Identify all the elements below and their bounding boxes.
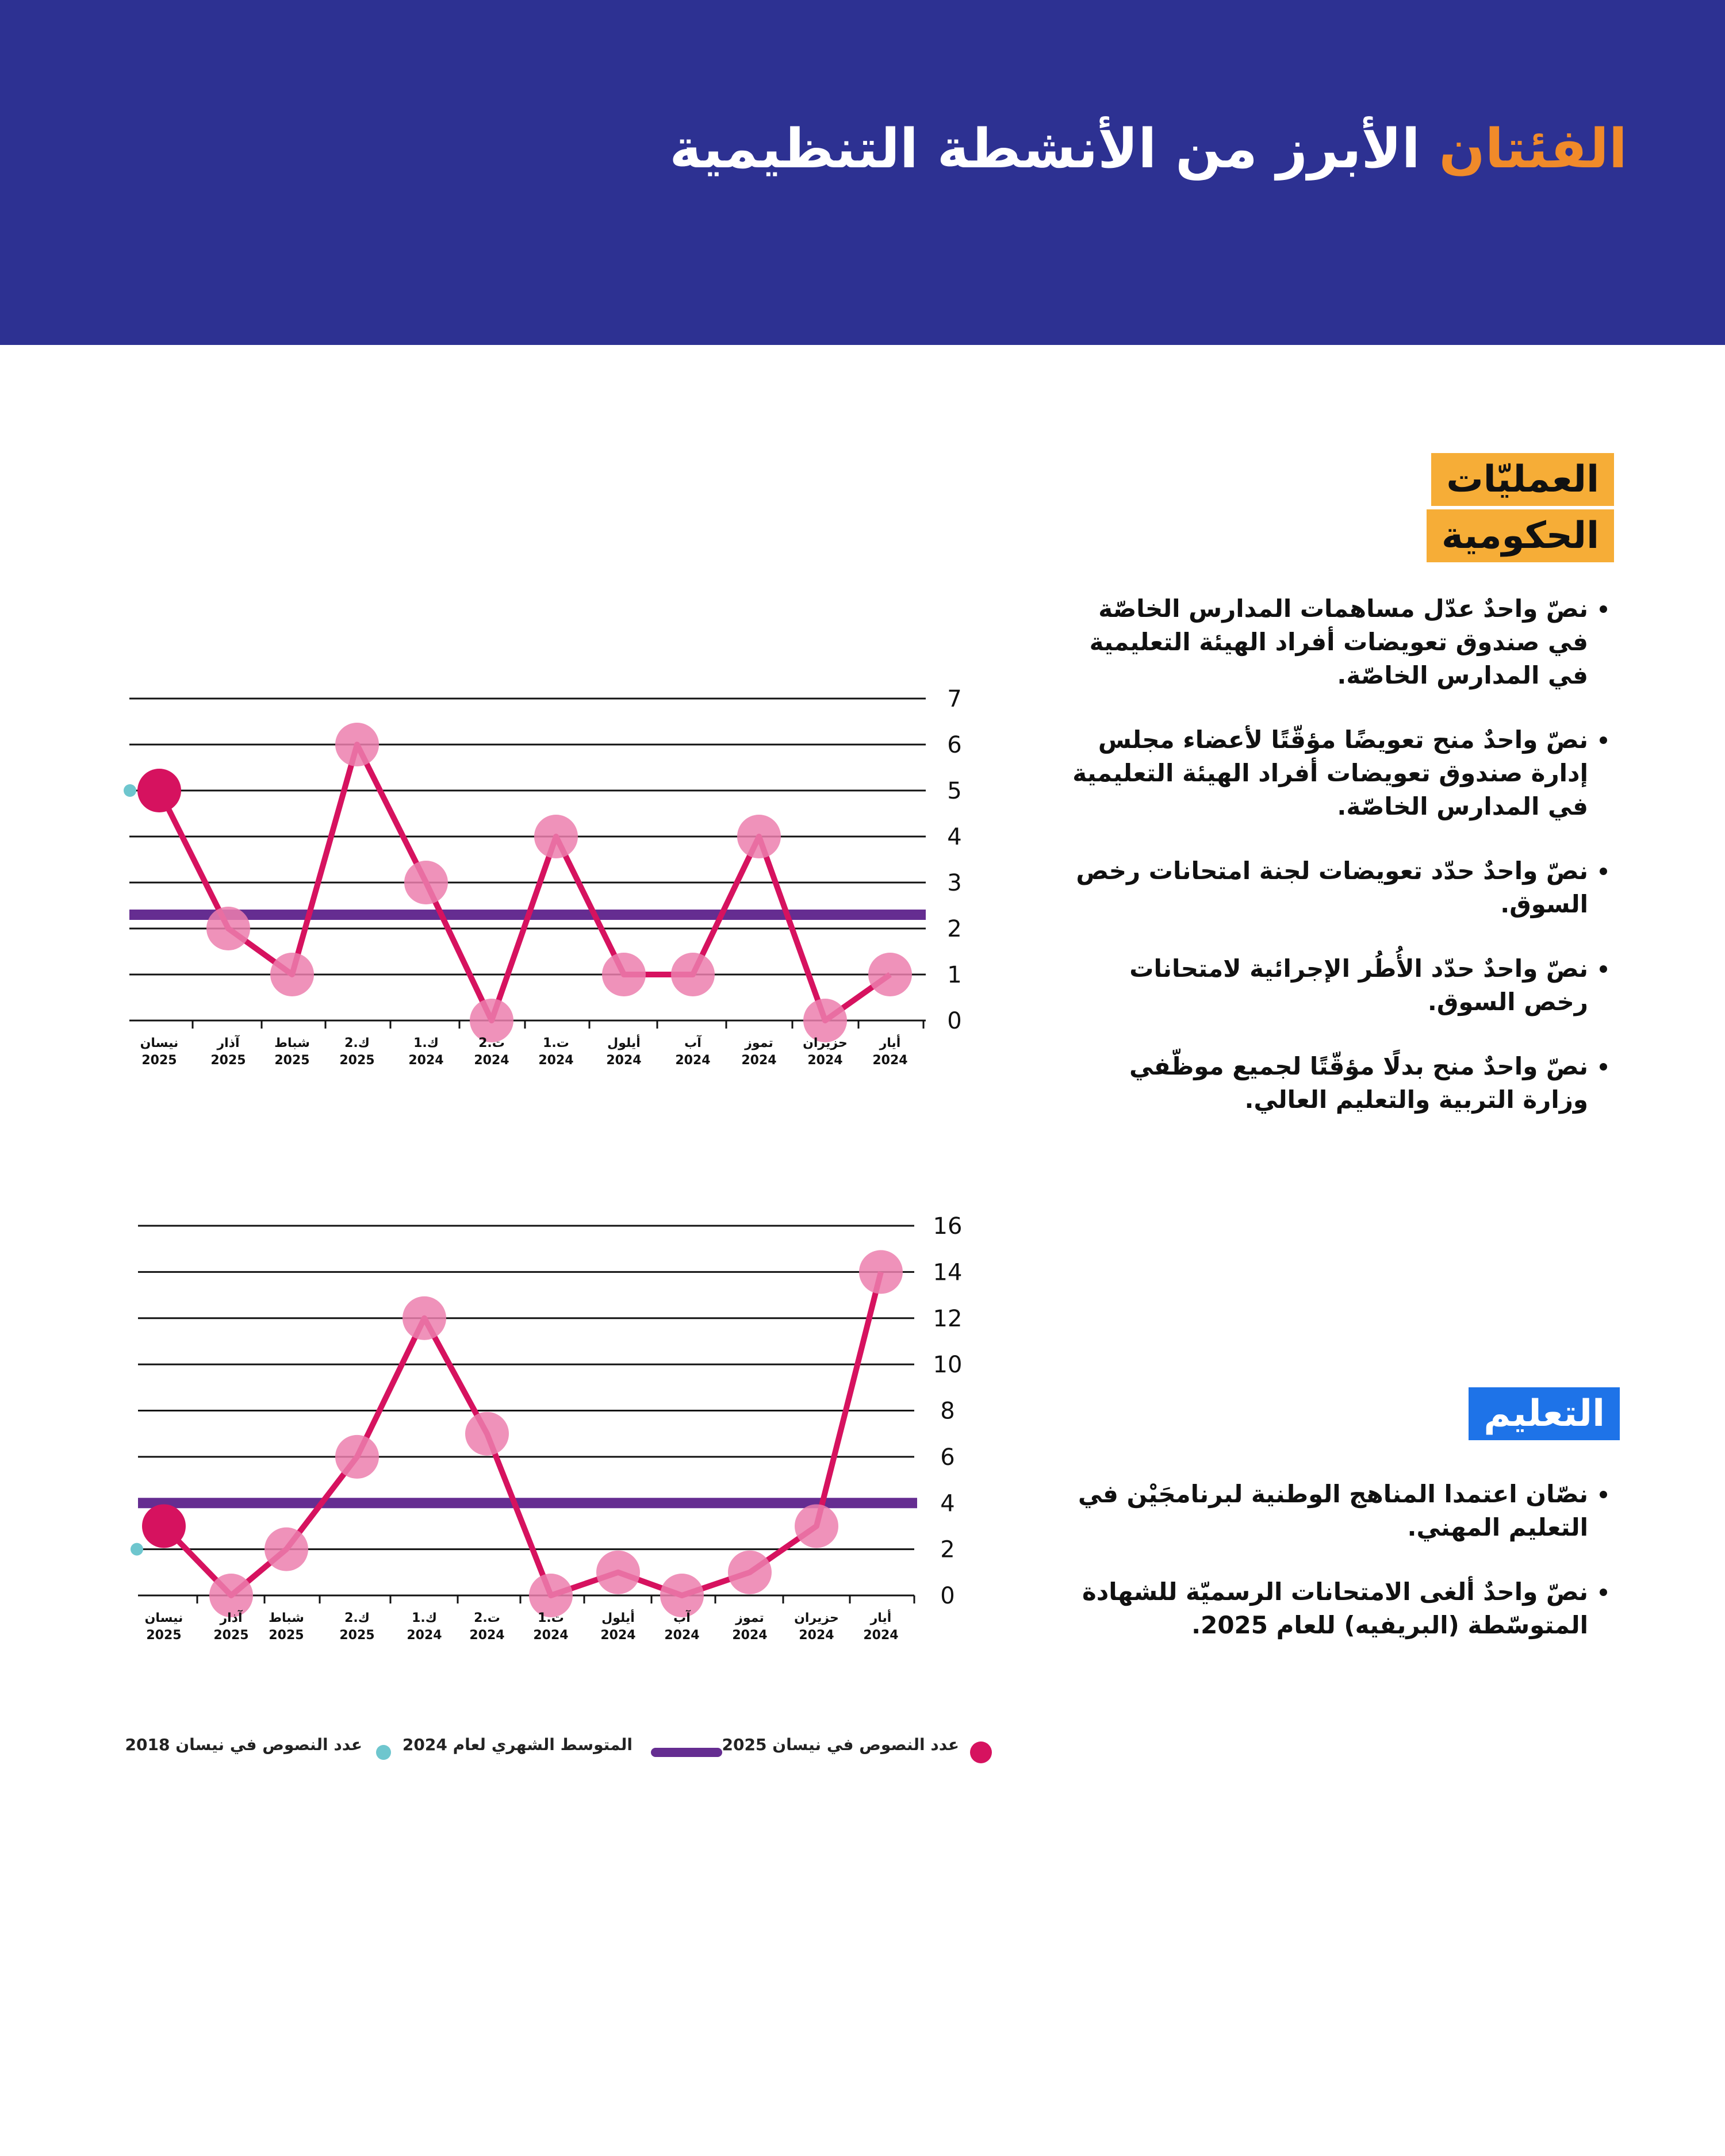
x-tick-label-month: ت.2 bbox=[478, 1036, 505, 1050]
y-tick-label: 14 bbox=[933, 1259, 963, 1286]
x-tick-label-month: ك.2 bbox=[344, 1036, 370, 1050]
bullet-item: • نصّان اعتمدا المناهج الوطنية لبرنامجَيْن في التعليم المهني. bbox=[1071, 1478, 1588, 1544]
data-point-current bbox=[137, 769, 181, 812]
y-tick-label: 0 bbox=[947, 1008, 962, 1034]
y-tick-label: 7 bbox=[947, 686, 962, 712]
x-tick-label-year: 2024 bbox=[538, 1053, 574, 1068]
page-title-rest: الأبرز من الأنشطة التنظيمية bbox=[669, 118, 1439, 181]
x-tick-label-year: 2024 bbox=[469, 1628, 505, 1643]
x-tick-label-year: 2024 bbox=[741, 1053, 777, 1068]
x-tick-label-month: آذار bbox=[220, 1611, 243, 1625]
data-point bbox=[671, 953, 715, 996]
bullet-item: • نصّ واحدٌ حدّد الأُطُر الإجرائية لامتحانات رخص السوق. bbox=[1071, 952, 1588, 1019]
x-tick-label-year: 2024 bbox=[533, 1628, 569, 1643]
legend-average-label: المتوسط الشهري لعام 2024 bbox=[402, 1735, 632, 1754]
section-tag-education: التعليم bbox=[1469, 1387, 1620, 1440]
x-tick-label-year: 2025 bbox=[210, 1053, 246, 1068]
bullet-item: • نصّ واحدٌ عدّل مساهمات المدارس الخاصّة في صندوق تعويضات أفراد الهيئة التعليمية في المدارس الخاصّة. bbox=[1071, 592, 1588, 692]
x-tick-label-year: 2025 bbox=[274, 1053, 310, 1068]
x-tick-label-month: نيسان bbox=[140, 1036, 179, 1050]
x-tick-label-month: تموز bbox=[745, 1036, 773, 1050]
x-tick-label-year: 2024 bbox=[675, 1053, 711, 1068]
x-tick-label-month: ت.1 bbox=[543, 1036, 569, 1050]
data-point bbox=[264, 1528, 308, 1571]
x-tick-label-year: 2024 bbox=[732, 1628, 768, 1643]
page-title-accent: الفئتان bbox=[1439, 118, 1627, 181]
april-2018-dot bbox=[131, 1543, 143, 1556]
data-point bbox=[404, 861, 448, 904]
x-tick-label-month: ت.2 bbox=[474, 1611, 500, 1625]
bullet-item: • نصّ واحدٌ منح تعويضًا مؤقّتًا لأعضاء مجلس إدارة صندوق تعويضات أفراد الهيئة التعليمية في المدارس الخاصّة. bbox=[1071, 723, 1588, 823]
y-tick-label: 10 bbox=[933, 1352, 963, 1379]
x-tick-label-month: ك.2 bbox=[344, 1611, 370, 1625]
data-point bbox=[868, 953, 912, 996]
x-tick-label-year: 2025 bbox=[213, 1628, 249, 1643]
section-tag-government-line1: العمليّات bbox=[1431, 453, 1614, 506]
x-tick-label-month: حزيران bbox=[803, 1036, 848, 1050]
x-tick-label-month: ك.1 bbox=[412, 1611, 437, 1625]
y-tick-label: 4 bbox=[947, 824, 962, 850]
bullet-item: • نصّ واحدٌ ألغى الامتحانات الرسميّة للشهادة المتوسّطة (البريفيه) للعام 2025. bbox=[1071, 1575, 1588, 1642]
data-point bbox=[737, 815, 781, 858]
x-tick-label-year: 2024 bbox=[606, 1053, 642, 1068]
x-tick-label-year: 2024 bbox=[807, 1053, 843, 1068]
y-tick-label: 2 bbox=[940, 1536, 955, 1563]
x-tick-label-month: نيسان bbox=[144, 1611, 183, 1625]
data-point bbox=[465, 1412, 509, 1456]
y-tick-label: 3 bbox=[947, 870, 962, 896]
x-tick-label-year: 2025 bbox=[339, 1628, 375, 1643]
data-point bbox=[402, 1296, 446, 1340]
x-tick-label-month: أيلول bbox=[607, 1036, 641, 1050]
x-tick-label-month: ك.1 bbox=[413, 1036, 439, 1050]
x-tick-label-year: 2024 bbox=[600, 1628, 636, 1643]
y-tick-label: 12 bbox=[933, 1305, 963, 1332]
x-tick-label-year: 2025 bbox=[141, 1053, 177, 1068]
x-tick-label-month: شباط bbox=[274, 1036, 310, 1050]
april-2018-dot bbox=[124, 784, 136, 797]
x-tick-label-year: 2025 bbox=[146, 1628, 182, 1643]
legend-2018-label: عدد النصوص في نيسان 2018 bbox=[125, 1735, 362, 1754]
x-tick-label-year: 2025 bbox=[269, 1628, 304, 1643]
data-point bbox=[795, 1504, 838, 1548]
x-tick-label-month: آب bbox=[673, 1611, 691, 1625]
x-tick-label-month: حزيران bbox=[794, 1611, 839, 1625]
x-tick-label-month: ت.1 bbox=[538, 1611, 564, 1625]
x-tick-label-month: تموز bbox=[735, 1611, 764, 1625]
x-tick-label-month: أيار bbox=[879, 1036, 901, 1050]
y-tick-label: 0 bbox=[940, 1583, 955, 1609]
data-point bbox=[534, 815, 578, 858]
y-tick-label: 6 bbox=[940, 1444, 955, 1471]
x-tick-label-month: أيلول bbox=[601, 1611, 635, 1625]
x-tick-label-month: أيار bbox=[870, 1611, 892, 1625]
y-tick-label: 2 bbox=[947, 916, 962, 942]
y-tick-label: 1 bbox=[947, 962, 962, 988]
data-point bbox=[602, 953, 646, 996]
x-tick-label-year: 2024 bbox=[872, 1053, 908, 1068]
y-tick-label: 5 bbox=[947, 778, 962, 804]
x-tick-label-year: 2024 bbox=[664, 1628, 700, 1643]
x-tick-label-year: 2024 bbox=[408, 1053, 444, 1068]
data-point-current bbox=[142, 1504, 186, 1548]
x-tick-label-month: آذار bbox=[217, 1036, 240, 1050]
y-tick-label: 16 bbox=[933, 1213, 963, 1240]
section-tag-government-line2: الحكومية bbox=[1427, 509, 1614, 562]
y-tick-label: 8 bbox=[940, 1398, 955, 1425]
x-tick-label-month: شباط bbox=[269, 1611, 304, 1625]
data-point bbox=[596, 1551, 640, 1594]
y-tick-label: 4 bbox=[940, 1490, 955, 1517]
x-tick-label-year: 2025 bbox=[339, 1053, 375, 1068]
data-point bbox=[206, 907, 250, 950]
x-tick-label-year: 2024 bbox=[863, 1628, 899, 1643]
data-point bbox=[728, 1551, 772, 1594]
legend-current-label: عدد النصوص في نيسان 2025 bbox=[722, 1735, 959, 1754]
x-tick-label-year: 2024 bbox=[799, 1628, 834, 1643]
x-tick-label-month: آب bbox=[684, 1036, 702, 1050]
bullet-item: • نصّ واحدٌ منح بدلًا مؤقّتًا لجميع موظّفي وزارة التربية والتعليم العالي. bbox=[1071, 1050, 1588, 1117]
data-point bbox=[859, 1250, 903, 1294]
x-tick-label-year: 2024 bbox=[407, 1628, 442, 1643]
data-point bbox=[270, 953, 314, 996]
data-point bbox=[335, 723, 379, 766]
data-point bbox=[335, 1435, 379, 1479]
y-tick-label: 6 bbox=[947, 732, 962, 758]
bullet-item: • نصّ واحدٌ حدّد تعويضات لجنة امتحانات رخص السوق. bbox=[1071, 854, 1588, 921]
x-tick-label-year: 2024 bbox=[474, 1053, 509, 1068]
